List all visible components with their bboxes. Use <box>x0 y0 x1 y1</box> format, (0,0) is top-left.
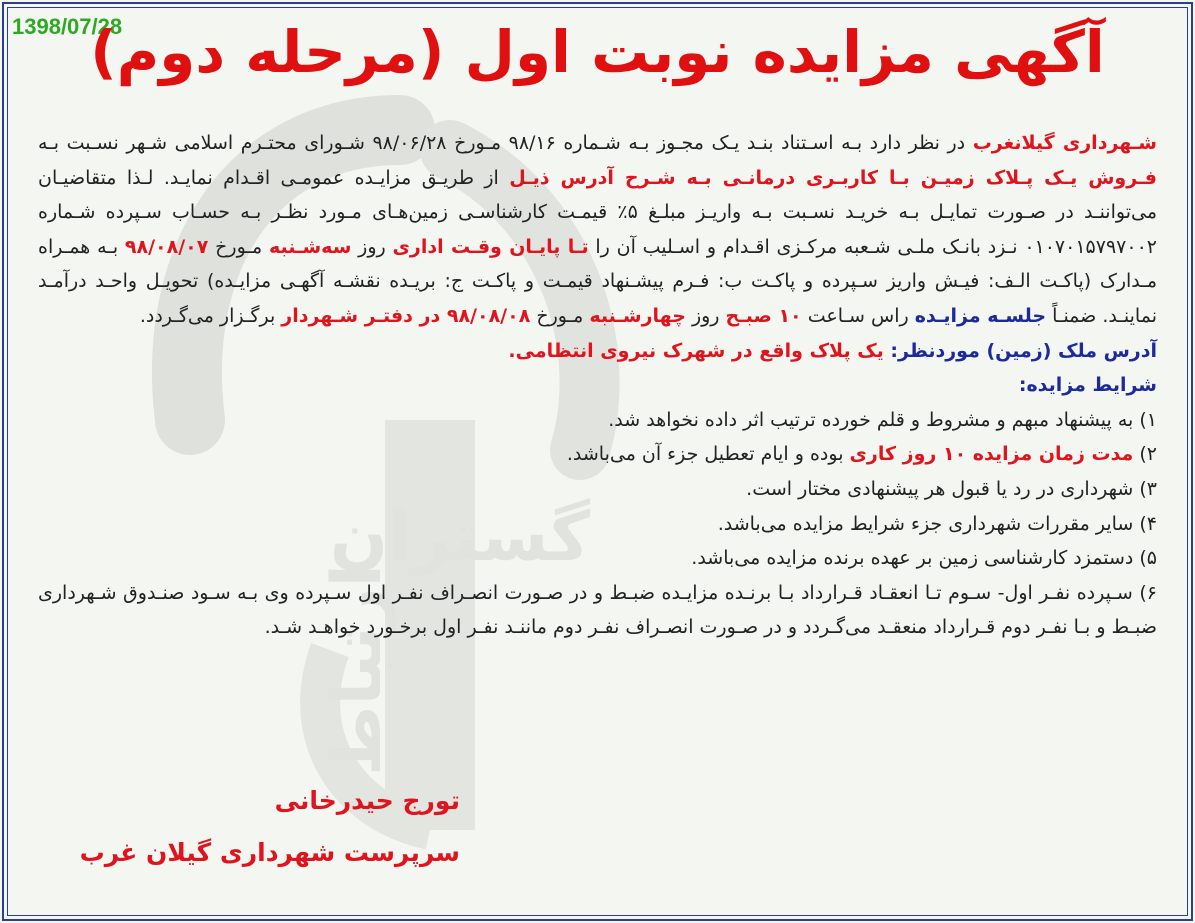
conditions-heading: شرایط مزایده: <box>1018 374 1157 397</box>
intro-paragraph <box>38 126 1157 334</box>
session-date: ۹۸/۰۸/۰۸ در دفتـر شـهردار <box>281 304 531 327</box>
intro-text-1: در نظر دارد بـه اسـتناد بنـد یـک مجـوز بـه شـماره ۹۸/۱۶ مـورخ ۹۸/۰۶/۲۸ شـورای محتـرم اسلامی شـهر نسـبت بـه <box>38 132 973 154</box>
intro-text-5: بـه همـراه مـدارک (پاکـت الـف: فیـش واریز سـپرده و پاکـت ب: فـرم پیشـنهاد قیمـت و پاکـت ج: بریـده نقشـه آگهـی مزایـده) تحویـل واحـد درآمـد نماینـد. ضمنـاً <box>38 235 1157 327</box>
condition-text: بوده و ایام تعطیل جزء آن می‌باشد. <box>566 443 850 466</box>
address-line <box>38 334 1157 369</box>
intro-text-7: روز <box>685 304 726 327</box>
session-hour: ۱۰ صبـح <box>725 304 802 327</box>
session-day: چهارشـنبه <box>589 304 686 327</box>
condition-item: ۳) شهرداری در رد یا قبول هر پیشنهادی مختار است. <box>746 477 1157 500</box>
address-label: آدرس ملک (زمین) موردنظر: <box>883 339 1157 362</box>
intro-text-6: راس سـاعت <box>801 304 915 327</box>
deadline-date: ۹۸/۰۸/۰۷ <box>124 235 209 258</box>
intro-text-3: روز <box>351 235 393 258</box>
org-name: شـهرداری گیلانغرب <box>972 132 1157 154</box>
intro-text-2: از طریـق مزایـده عمومـی اقـدام نمایـد. لـذا متقاضیـان می‌تواننـد در صـورت تمایـل بـه خریـد نسـبت بـه واریـز مبلـغ ۵٪ قیمـت کارشناسـی زمین‌هـای مـورد نظـر بـه حسـاب سـپرده شـماره ۰۱۰۷۰۱۵۷۹۷۰۰۲ نـزد بانـک ملـی شـعبه مرکـزی اقـدام و اسـلیب آن را <box>38 166 1157 258</box>
conditions-list <box>38 403 1157 645</box>
deadline-day: سه‌شـنبه <box>268 235 352 258</box>
signatory-role: سرپرست شهرداری گیلان غرب <box>79 838 460 867</box>
intro-text-8: مـورخ <box>530 304 590 327</box>
date-stamp: 1398/07/28 <box>12 14 123 39</box>
condition-item: ۶) سـپرده نفـر اول- سـوم تـا انعقـاد قـرارداد بـا برنـده مزایـده ضبـط و در صـورت انصـراف نفـر اول سـپرده وی بـه سـود صنـدوق شـهرداری ضبـط و بـا نفـر دوم قـرارداد منعقـد می‌گـردد و در صـورت انصـراف نفـر دوم ماننـد نفـر اول برخـورد خواهـد شـد. <box>38 581 1157 639</box>
condition-item: ۵) دستمزد کارشناسی زمین بر عهده برنده مزایده می‌باشد. <box>691 547 1157 570</box>
deadline-label: تـا پایـان وقـت اداری <box>392 235 589 258</box>
session-label: جلسـه مزایـده <box>914 304 1047 327</box>
sale-subject: فـروش یـک پـلاک زمیـن بـا کاربـری درمانـی بـه شـرح آدرس ذیـل <box>509 166 1157 189</box>
ad-title: آگهی مزایده نوبت اول (مرحله دوم) <box>90 18 1105 86</box>
watermark-text-1: گستران <box>329 498 591 577</box>
intro-text-4: مـورخ <box>208 235 269 258</box>
address-value: یک پلاک واقع در شهرک نیروی انتظامی. <box>508 339 884 362</box>
condition-item: ۱) به پیشنهاد مبهم و مشروط و قلم خورده ترتیب اثر داده نخواهد شد. <box>608 408 1157 431</box>
watermark-text-2: ارتباط <box>318 564 397 776</box>
condition-item <box>38 437 1157 472</box>
condition-item: ۴) سایر مقررات شهرداری جزء شرایط مزایده می‌باشد. <box>717 512 1157 535</box>
condition-number: ۲) <box>1133 443 1157 466</box>
signatory-name: تورج حیدرخانی <box>274 786 460 815</box>
condition-highlight: مدت زمان مزایده ۱۰ روز کاری <box>849 443 1134 466</box>
ad-body <box>38 126 1157 645</box>
intro-text-9: برگـزار می‌گـردد. <box>139 304 282 327</box>
